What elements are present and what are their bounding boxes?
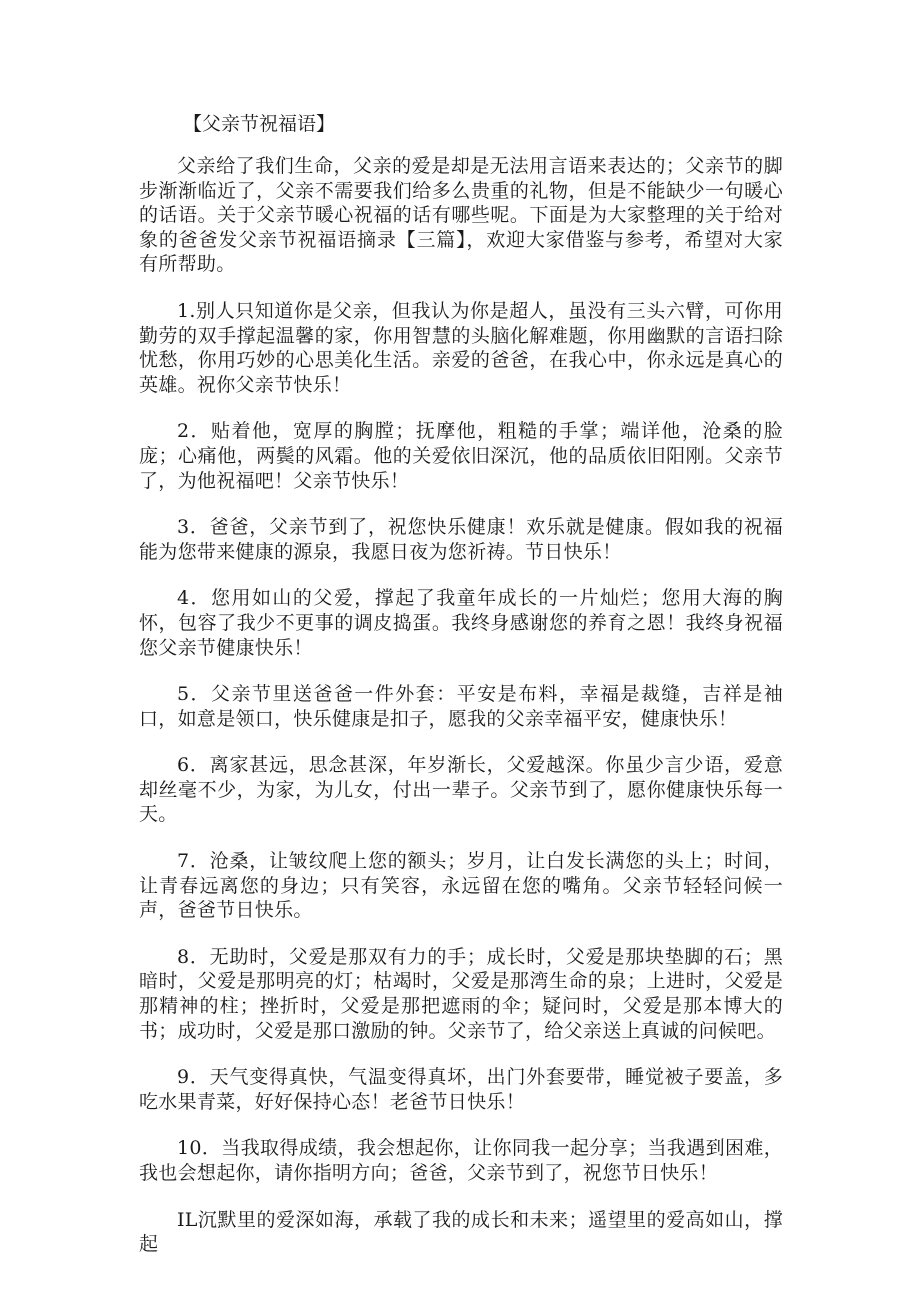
wish-paragraph-10: 10．当我取得成绩，我会想起你，让你同我一起分享；当我遇到困难，我也会想起你，请你指明方向；爸爸，父亲节到了，祝您节日快乐！: [139, 1137, 783, 1184]
wish-paragraph-5: 5．父亲节里送爸爸一件外套：平安是布料，幸福是裁缝，吉祥是袖口，如意是领口，快乐健康是扣子，愿我的父亲幸福平安，健康快乐！: [139, 683, 783, 730]
wish-paragraph-6: 6．离家甚远，思念甚深，年岁渐长，父爱越深。你虽少言少语，爱意却丝毫不少，为家，为儿女，付出一辈子。父亲节到了，愿你健康快乐每一天。: [139, 754, 783, 826]
document-body: [139, 112, 783, 1279]
wish-paragraph-9: 9．天气变得真快，气温变得真坏，出门外套要带，睡觉被子要盖，多吃水果青菜，好好保持心态！老爸节日快乐！: [139, 1066, 783, 1113]
wish-paragraph-4: 4．您用如山的父爱，撑起了我童年成长的一片灿烂；您用大海的胸怀，包容了我少不更事的调皮捣蛋。我终身感谢您的养育之恩！我终身祝福您父亲节健康快乐！: [139, 587, 783, 659]
wish-paragraph-7: 7．沧桑，让皱纹爬上您的额头；岁月，让白发长满您的头上；时间，让青春远离您的身边；只有笑容，永远留在您的嘴角。父亲节轻轻问候一声，爸爸节日快乐。: [139, 850, 783, 922]
wish-paragraph-2: 2．贴着他，宽厚的胸膛；抚摩他，粗糙的手掌；端详他，沧桑的脸庞；心痛他，两鬓的风霜。他的关爱依旧深沉，他的品质依旧阳刚。父亲节了，为他祝福吧！父亲节快乐！: [139, 420, 783, 492]
wish-paragraph-1: 1.别人只知道你是父亲，但我认为你是超人，虽没有三头六臂，可你用勤劳的双手撑起温馨的家，你用智慧的头脑化解难题，你用幽默的言语扫除忧愁，你用巧妙的心思美化生活。亲爱的爸爸，在我心中，你永远是真心的英雄。祝你父亲节快乐！: [139, 299, 783, 396]
wish-paragraph-3: 3．爸爸，父亲节到了，祝您快乐健康！欢乐就是健康。假如我的祝福能为您带来健康的源泉，我愿日夜为您祈祷。节日快乐！: [139, 516, 783, 563]
document-title: 【父亲节祝福语】: [183, 113, 336, 135]
wish-paragraph-11: IL沉默里的爱深如海，承载了我的成长和未来；遥望里的爱高如山，撑起: [139, 1208, 783, 1256]
wish-paragraph-8: 8．无助时，父爱是那双有力的手；成长时，父爱是那块垫脚的石；黑暗时，父爱是那明亮的灯；枯竭时，父爱是那湾生命的泉；上进时，父爱是那精神的柱；挫折时，父爱是那把遮雨的伞；疑问时，父爱是那本博大的书；成功时，父爱是那口激励的钟。父亲节了，给父亲送上真诚的问候吧。: [139, 945, 783, 1042]
intro-paragraph: 父亲给了我们生命，父亲的爱是却是无法用言语来表达的；父亲节的脚步渐渐临近了，父亲不需要我们给多么贵重的礼物，但是不能缺少一句暖心的话语。关于父亲节暖心祝福的话有哪些呢。下面是为大家整理的关于给对象的爸爸发父亲节祝福语摘录【三篇】，欢迎大家借鉴与参考，希望对大家有所帮助。: [139, 155, 783, 276]
